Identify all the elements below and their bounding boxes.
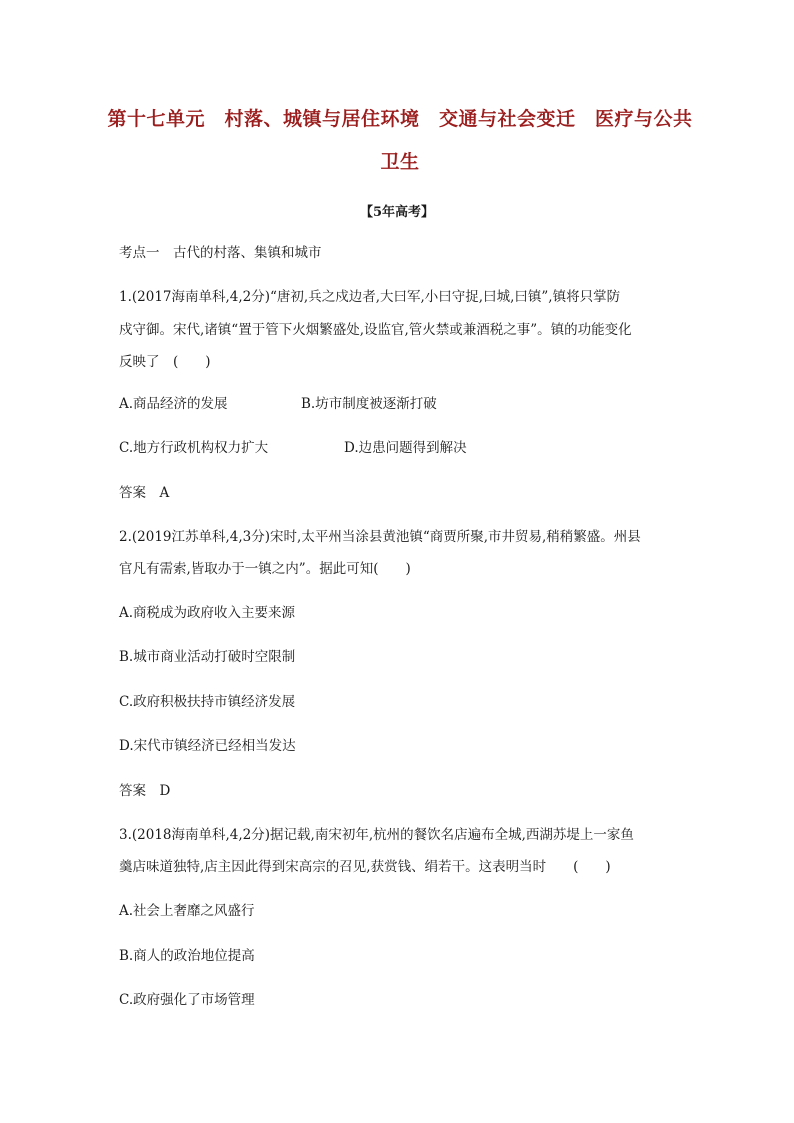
q1-option-a: A.商品经济的发展	[119, 396, 228, 412]
q1-answer: 答案 A	[119, 485, 170, 501]
q2-option-d: D.宋代市镇经济已经相当发达	[119, 738, 296, 754]
q2-stem-line-1: 2.(2019江苏单科,4,3分)宋时,太平州当涂县黄池镇“商贾所聚,市井贸易,稍稍繁盛。州县	[119, 529, 641, 545]
q3-stem-line-1: 3.(2018海南单科,4,2分)据记载,南宋初年,杭州的餐饮名店遍布全城,西湖苏堤上一家鱼	[119, 827, 634, 843]
q1-option-c: C.地方行政机构权力扩大	[119, 440, 269, 456]
q1-option-b: B.坊市制度被逐渐打破	[301, 396, 437, 412]
q1-option-d: D.边患问题得到解决	[344, 440, 467, 456]
q2-option-a: A.商税成为政府收入主要来源	[119, 605, 296, 621]
q1-stem-line-2: 戍守御。宋代,诸镇“置于管下火烟繁盛处,设监官,管火禁或兼酒税之事”。镇的功能变化	[119, 322, 632, 338]
q2-option-b: B.城市商业活动打破时空限制	[119, 649, 296, 665]
q3-option-a: A.社会上奢靡之风盛行	[119, 903, 255, 919]
q3-stem-line-2: 羹店味道独特,店主因此得到宋高宗的召见,获赏钱、绢若干。这表明当时 ( )	[119, 859, 611, 875]
q3-option-c: C.政府强化了市场管理	[119, 992, 255, 1008]
unit-title-line-1: 第十七单元 村落、城镇与居住环境 交通与社会变迁 医疗与公共	[107, 108, 693, 130]
q1-stem-line-1: 1.(2017海南单科,4,2分)“唐初,兵之戍边者,大曰军,小曰守捉,曰城,曰镇”,镇将只掌防	[119, 289, 621, 305]
q2-option-c: C.政府积极扶持市镇经济发展	[119, 694, 296, 710]
q3-option-b: B.商人的政治地位提高	[119, 948, 255, 964]
unit-title-line-2: 卫生	[380, 151, 420, 173]
q1-stem-line-3: 反映了 ( )	[119, 354, 211, 370]
topic-heading: 考点一 古代的村落、集镇和城市	[119, 245, 322, 261]
section-subhead: 【5年高考】	[359, 205, 435, 220]
q2-answer: 答案 D	[119, 783, 171, 799]
q2-stem-line-2: 官凡有需索,皆取办于一镇之内”。据此可知( )	[119, 561, 411, 577]
